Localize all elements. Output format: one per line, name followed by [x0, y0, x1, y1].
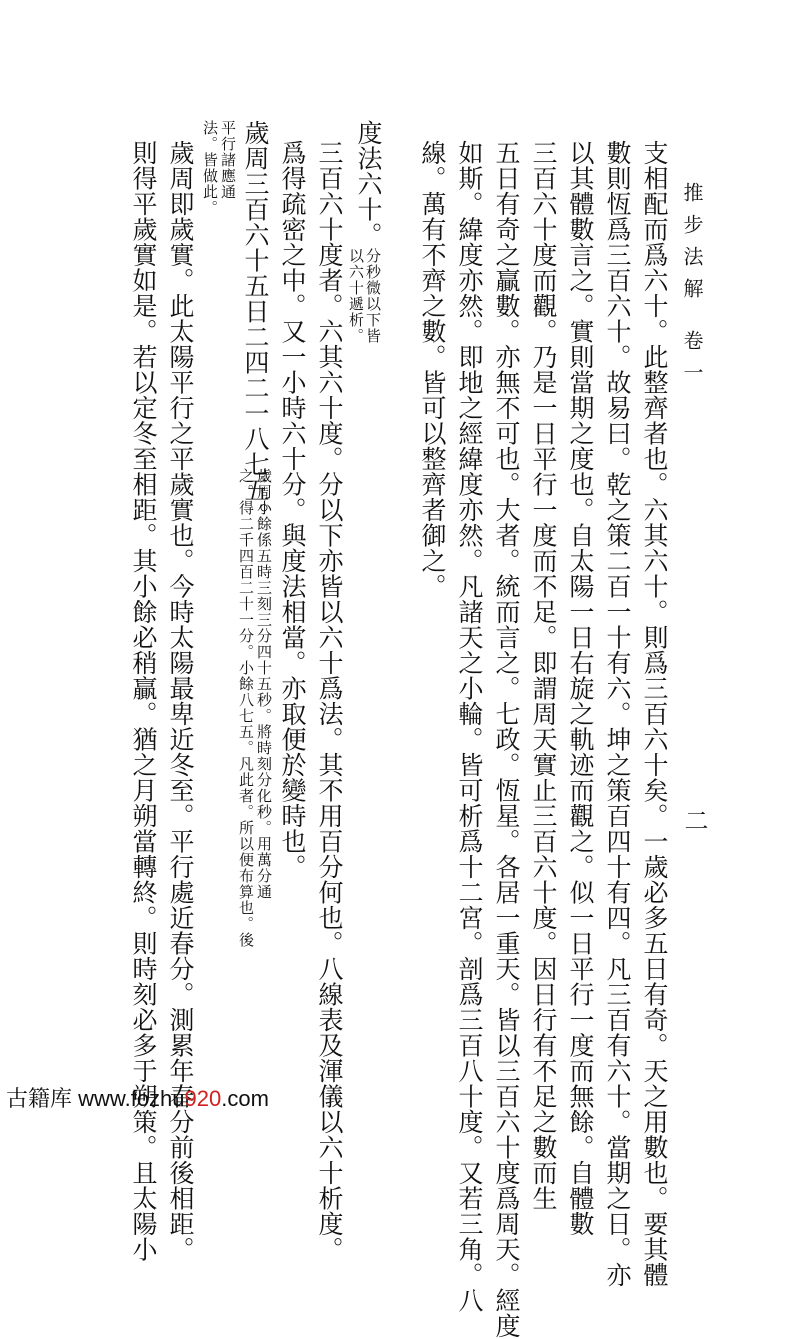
footer-site-name: 古籍库	[6, 1086, 73, 1111]
heading-degree-method: 度法六十。	[354, 120, 383, 248]
text-column-5: 五日有奇之贏數。亦無不可也。大者。統而言之。七政。恆星。各居一重天。皆以三百六十度爲周天。經度	[492, 140, 521, 1339]
footer-url-prefix: www.fozhu	[78, 1086, 185, 1111]
annotation-year-left: 之。得二千四百二十一分。小餘八七五。凡此者。所以便布算也。後	[237, 468, 255, 948]
text-column-10: 爲得疏密之中。又一小時六十分。與度法相當。亦取便於變時也。	[278, 140, 307, 880]
running-header-volume: 卷一	[680, 330, 704, 394]
annotation-mean-left: 法。皆做此。	[201, 120, 219, 216]
footer-url-suffix: .com	[221, 1086, 269, 1111]
running-header-title: 推步法解	[680, 182, 704, 310]
text-column-6: 如斯。緯度亦然。即地之經緯度亦然。凡諸天之小輪。皆可析爲十二宮。剖爲三百八十度。又若三角。八	[455, 140, 484, 1313]
text-column-2: 數則恆爲三百六十。故易曰。乾之策二百一十有六。坤之策百四十有四。凡三百有六十。當期之日。亦	[603, 140, 632, 1288]
text-column-4: 三百六十度而觀。乃是一日平行一度而不足。即謂周天實止三百六十度。因日行有不足之數而生	[529, 140, 558, 1211]
page-number: 二	[680, 808, 708, 833]
annotation-degree-left: 以六十遞析。	[347, 248, 365, 344]
annotation-year-right: 歲周小餘係五時三刻三分四十五秒。將時刻分化秒。用萬分通	[255, 468, 273, 900]
text-column-7: 線。萬有不齊之數。皆可以整齊者御之。	[418, 140, 447, 599]
watermark-footer	[6, 1082, 269, 1113]
text-column-9: 三百六十度者。六其六十度。分以下亦皆以六十爲法。其不用百分何也。八線表及渾儀以六十析度。	[315, 140, 344, 1262]
footer-url-digits: 920	[184, 1086, 222, 1111]
annotation-degree-right: 分秒微以下皆	[364, 248, 382, 344]
text-column-1: 支相配而爲六十。此整齊者也。六其六十。則爲三百六十矣。一歲必多五日有奇。天之用數也。要其體	[640, 140, 669, 1288]
text-column-14: 則得平歲實如是。若以定冬至相距。其小餘必稍贏。猶之月朔當轉終。則時刻必多于朔策。且太陽小	[129, 140, 158, 1262]
text-column-13: 歲周即歲實。此太陽平行之平歲實也。今時太陽最卑近冬至。平行處近春分。測累年春分前後相距。	[166, 140, 195, 1262]
text-column-3: 以其體數言之。實則當期之度也。自太陽一日右旋之軌迹而觀之。似一日平行一度而無餘。自體數	[566, 140, 595, 1237]
heading-year-cycle: 歲周三百六十五日二四二一八七五。	[241, 120, 270, 528]
annotation-mean-right: 平行諸應通	[219, 120, 237, 200]
